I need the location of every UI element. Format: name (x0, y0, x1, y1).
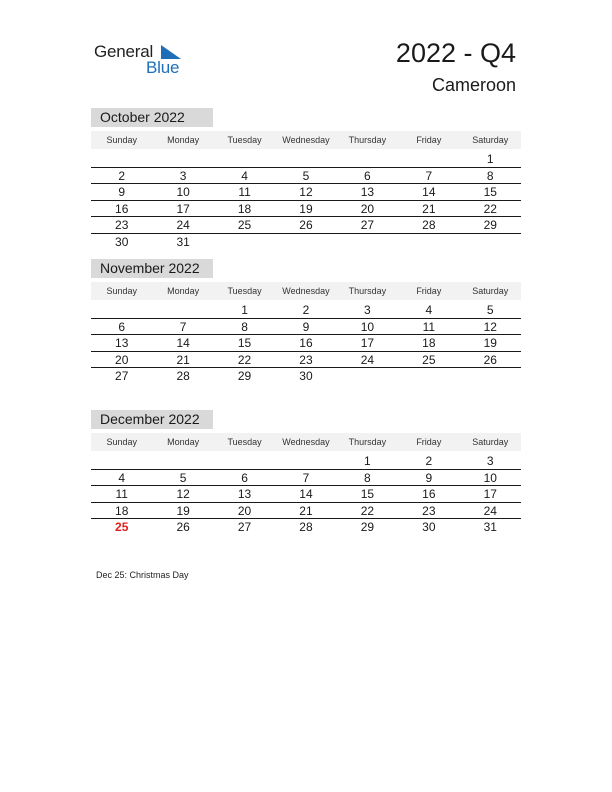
day-cell: 17 (483, 487, 497, 502)
day-cell (152, 302, 213, 318)
day-cell: 22 (237, 352, 252, 367)
week-row (91, 217, 521, 234)
day-cell (152, 453, 213, 469)
day-cell: 13 (360, 185, 375, 200)
day-cell: 25 (422, 352, 436, 367)
day-cell: 3 (179, 168, 187, 183)
weekday-label: Saturday (472, 135, 509, 145)
day-cell: 22 (360, 503, 375, 518)
day-cell: 24 (483, 503, 497, 518)
day-cell: 16 (115, 201, 129, 216)
day-cell (214, 234, 275, 251)
week-row (91, 503, 521, 520)
day-cell: 8 (364, 470, 371, 485)
weekday-label: Sunday (106, 286, 137, 296)
weekday-label: Sunday (106, 437, 137, 447)
day-cell: 23 (422, 503, 436, 518)
day-cell: 9 (302, 319, 310, 334)
day-cell: 18 (422, 336, 436, 351)
logo-general-text: General (94, 42, 154, 61)
day-cell (275, 234, 336, 251)
day-cell: 12 (299, 185, 313, 200)
week-row (91, 151, 521, 168)
weekday-label: Wednesday (282, 286, 330, 296)
day-cell: 19 (299, 201, 313, 216)
day-cell: 3 (486, 454, 494, 468)
day-cell: 14 (176, 336, 190, 351)
day-cell: 4 (241, 168, 248, 183)
weekday-label: Tuesday (227, 437, 262, 447)
day-cell (275, 453, 336, 469)
day-cell: 15 (483, 185, 497, 200)
day-cell: 13 (237, 487, 252, 502)
day-cell: 1 (241, 303, 248, 317)
day-cell: 12 (483, 319, 497, 334)
day-cell: 31 (176, 234, 190, 249)
day-cell: 6 (364, 168, 371, 183)
day-cell: 28 (176, 369, 190, 384)
day-cell: 6 (241, 470, 248, 485)
day-cell: 19 (483, 336, 497, 351)
holiday-note: Dec 25: Christmas Day (96, 570, 189, 580)
day-cell: 2 (302, 303, 310, 317)
day-cell: 22 (483, 201, 497, 216)
day-cell: 5 (302, 168, 310, 183)
weekday-label: Wednesday (282, 437, 330, 447)
day-cell: 21 (299, 503, 313, 518)
day-cell: 17 (360, 336, 375, 351)
week-row (91, 352, 521, 369)
month-title: October 2022 (91, 108, 213, 127)
day-cell: 1 (364, 454, 371, 468)
holiday-day-cell: 25 (115, 520, 129, 535)
day-cell: 28 (422, 218, 436, 233)
weekday-label: Tuesday (227, 286, 262, 296)
day-cell: 6 (118, 319, 126, 334)
country-name: Cameroon (431, 75, 516, 95)
day-cell: 2 (118, 168, 126, 183)
day-cell: 30 (299, 369, 313, 384)
weekday-header (91, 282, 521, 300)
day-cell: 20 (360, 201, 375, 216)
week-grid (91, 302, 521, 385)
day-cell: 27 (360, 218, 375, 233)
day-cell: 9 (425, 470, 433, 485)
day-cell (460, 234, 521, 251)
day-cell: 16 (422, 487, 436, 502)
day-cell: 7 (302, 470, 310, 485)
page-title: 2022 - Q4 (395, 38, 516, 68)
weekday-label: Friday (416, 286, 442, 296)
week-row (91, 319, 521, 336)
weekday-label: Thursday (348, 135, 387, 145)
day-cell (214, 453, 275, 469)
weekday-label: Saturday (472, 437, 509, 447)
day-cell (152, 151, 213, 167)
day-cell: 1 (486, 152, 494, 166)
day-cell: 3 (364, 303, 371, 317)
day-cell: 5 (486, 303, 494, 317)
weekday-label: Wednesday (282, 135, 330, 145)
day-cell: 8 (241, 319, 248, 334)
day-cell (398, 368, 459, 385)
generalblue-logo (94, 40, 194, 80)
day-cell: 24 (176, 218, 190, 233)
day-cell: 20 (115, 352, 129, 367)
day-cell: 23 (299, 352, 313, 367)
day-cell: 17 (176, 201, 190, 216)
day-cell: 4 (118, 470, 126, 485)
day-cell (337, 151, 398, 167)
day-cell: 9 (118, 185, 126, 200)
day-cell: 21 (176, 352, 190, 367)
day-cell: 16 (299, 336, 313, 351)
week-row (91, 453, 521, 470)
day-cell: 15 (237, 336, 252, 351)
day-cell: 30 (422, 520, 436, 535)
weekday-label: Thursday (348, 286, 387, 296)
weekday-label: Saturday (472, 286, 509, 296)
week-row (91, 234, 521, 251)
day-cell: 26 (483, 352, 497, 367)
day-cell: 24 (360, 352, 375, 367)
day-cell: 29 (360, 520, 375, 535)
logo-blue-text: Blue (146, 58, 180, 77)
weekday-label: Monday (167, 437, 200, 447)
day-cell: 18 (115, 503, 129, 518)
day-cell: 4 (425, 303, 433, 317)
weekday-label: Friday (416, 437, 442, 447)
day-cell: 25 (237, 218, 252, 233)
week-row (91, 486, 521, 503)
week-row (91, 201, 521, 218)
week-grid (91, 453, 521, 536)
weekday-label: Monday (167, 286, 200, 296)
week-grid (91, 151, 521, 251)
day-cell: 8 (486, 168, 494, 183)
day-cell: 29 (237, 369, 252, 384)
week-row (91, 519, 521, 536)
weekday-header (91, 433, 521, 451)
day-cell: 11 (238, 185, 251, 200)
day-cell (398, 151, 459, 167)
day-cell: 31 (483, 520, 497, 535)
day-cell: 11 (422, 319, 436, 334)
day-cell (398, 234, 459, 251)
weekday-label: Monday (167, 135, 200, 145)
day-cell: 21 (422, 201, 436, 216)
day-cell: 10 (483, 470, 497, 485)
week-row (91, 184, 521, 201)
day-cell: 15 (360, 487, 375, 502)
day-cell: 14 (422, 185, 436, 200)
day-cell: 18 (237, 201, 252, 216)
day-cell: 26 (176, 520, 190, 535)
week-row (91, 335, 521, 352)
day-cell (337, 368, 398, 385)
day-cell: 12 (176, 487, 190, 502)
week-row (91, 168, 521, 185)
day-cell: 5 (179, 470, 187, 485)
day-cell: 28 (299, 520, 313, 535)
day-cell (275, 151, 336, 167)
day-cell: 26 (299, 218, 313, 233)
weekday-header (91, 131, 521, 149)
weekday-label: Thursday (348, 437, 387, 447)
day-cell: 2 (425, 454, 433, 468)
day-cell: 27 (237, 520, 252, 535)
day-cell: 13 (115, 336, 129, 351)
day-cell: 7 (179, 319, 187, 334)
day-cell (214, 151, 275, 167)
weekday-label: Tuesday (227, 135, 262, 145)
week-row (91, 302, 521, 319)
month-title: November 2022 (91, 259, 213, 278)
day-cell (460, 368, 521, 385)
week-row (91, 470, 521, 487)
day-cell: 23 (115, 218, 129, 233)
day-cell (91, 151, 152, 167)
month-title: December 2022 (91, 410, 213, 429)
weekday-label: Friday (416, 135, 442, 145)
day-cell: 20 (237, 503, 252, 518)
day-cell: 27 (115, 369, 129, 384)
weekday-label: Sunday (106, 135, 137, 145)
day-cell: 14 (299, 487, 313, 502)
day-cell: 10 (360, 319, 375, 334)
day-cell (91, 302, 152, 318)
day-cell: 7 (425, 168, 433, 183)
day-cell: 10 (176, 185, 190, 200)
day-cell (91, 453, 152, 469)
week-row (91, 368, 521, 385)
logo-triangle-icon (161, 45, 181, 59)
day-cell: 19 (176, 503, 190, 518)
day-cell: 11 (115, 487, 128, 502)
day-cell: 29 (483, 218, 497, 233)
day-cell: 30 (115, 234, 129, 249)
day-cell (337, 234, 398, 251)
